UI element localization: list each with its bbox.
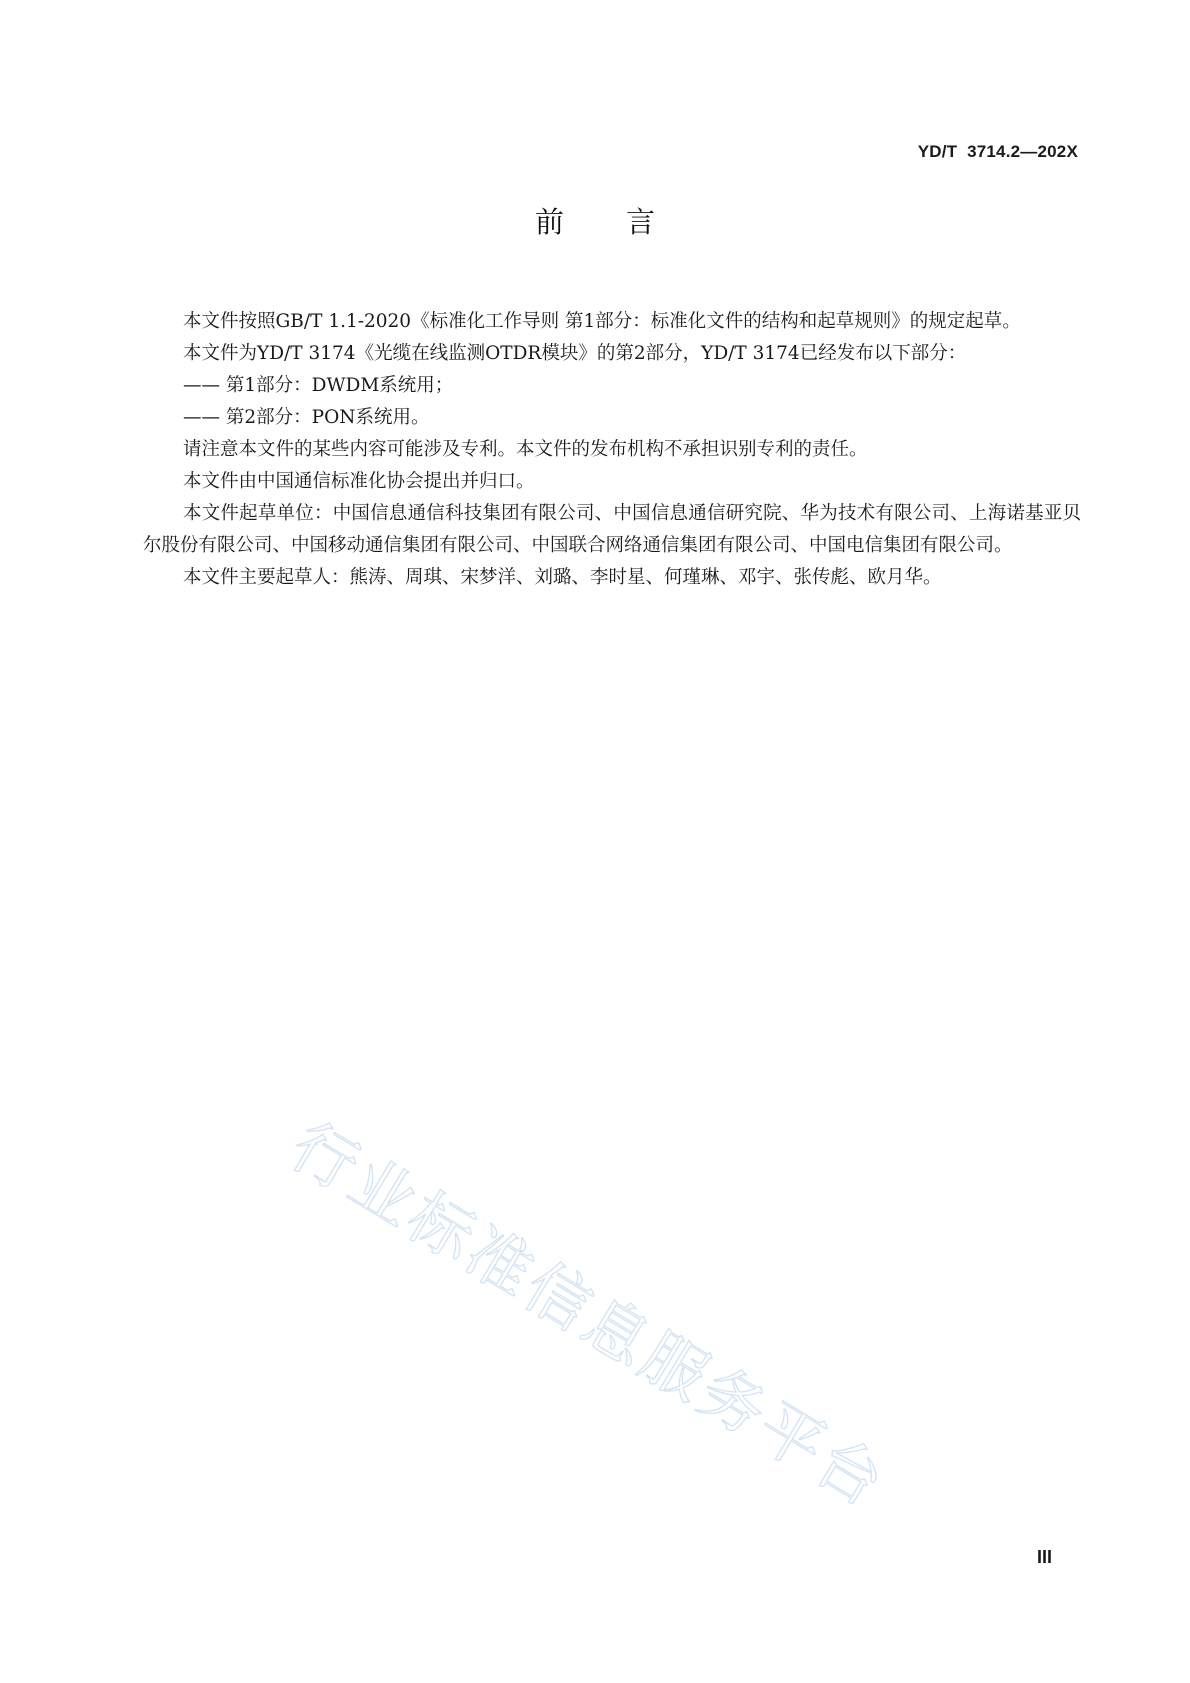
paragraph-patent-notice: 请注意本文件的某些内容可能涉及专利。本文件的发布机构不承担识别专利的责任。: [183, 439, 868, 460]
watermark: 行业标准信息服务平台: [277, 1109, 899, 1524]
list-item-part-2: —— 第2部分：PON系统用。: [183, 407, 430, 428]
page-title: 前言: [534, 205, 717, 239]
paragraph-series-parts: 本文件为YD/T 3174《光缆在线监测OTDR模块》的第2部分，YD/T 3174已经发布以下部分：: [183, 343, 967, 364]
page-number: III: [1036, 1547, 1052, 1567]
paragraph-drafters: 本文件主要起草人：熊涛、周琪、宋梦洋、刘璐、李时星、何瑾琳、邓宇、张传彪、欧月华。: [183, 567, 942, 588]
foreword-body: [143, 306, 1081, 594]
standard-number-header: YD/T 3714.2—202X: [917, 142, 1078, 161]
list-item-part-1: —— 第1部分：DWDM系统用；: [183, 375, 454, 396]
paragraph-drafting-units: 本文件起草单位：中国信息通信科技集团有限公司、中国信息通信研究院、华为技术有限公司、上海诺基亚贝尔股份有限公司、中国移动通信集团有限公司、中国联合网络通信集团有限公司、中国电信集团有限公司。: [143, 503, 1081, 556]
paragraph-drafting-rules: 本文件按照GB/T 1.1-2020《标准化工作导则 第1部分：标准化文件的结构和起草规则》的规定起草。: [183, 311, 1021, 332]
paragraph-proposer: 本文件由中国通信标准化协会提出并归口。: [183, 471, 535, 492]
